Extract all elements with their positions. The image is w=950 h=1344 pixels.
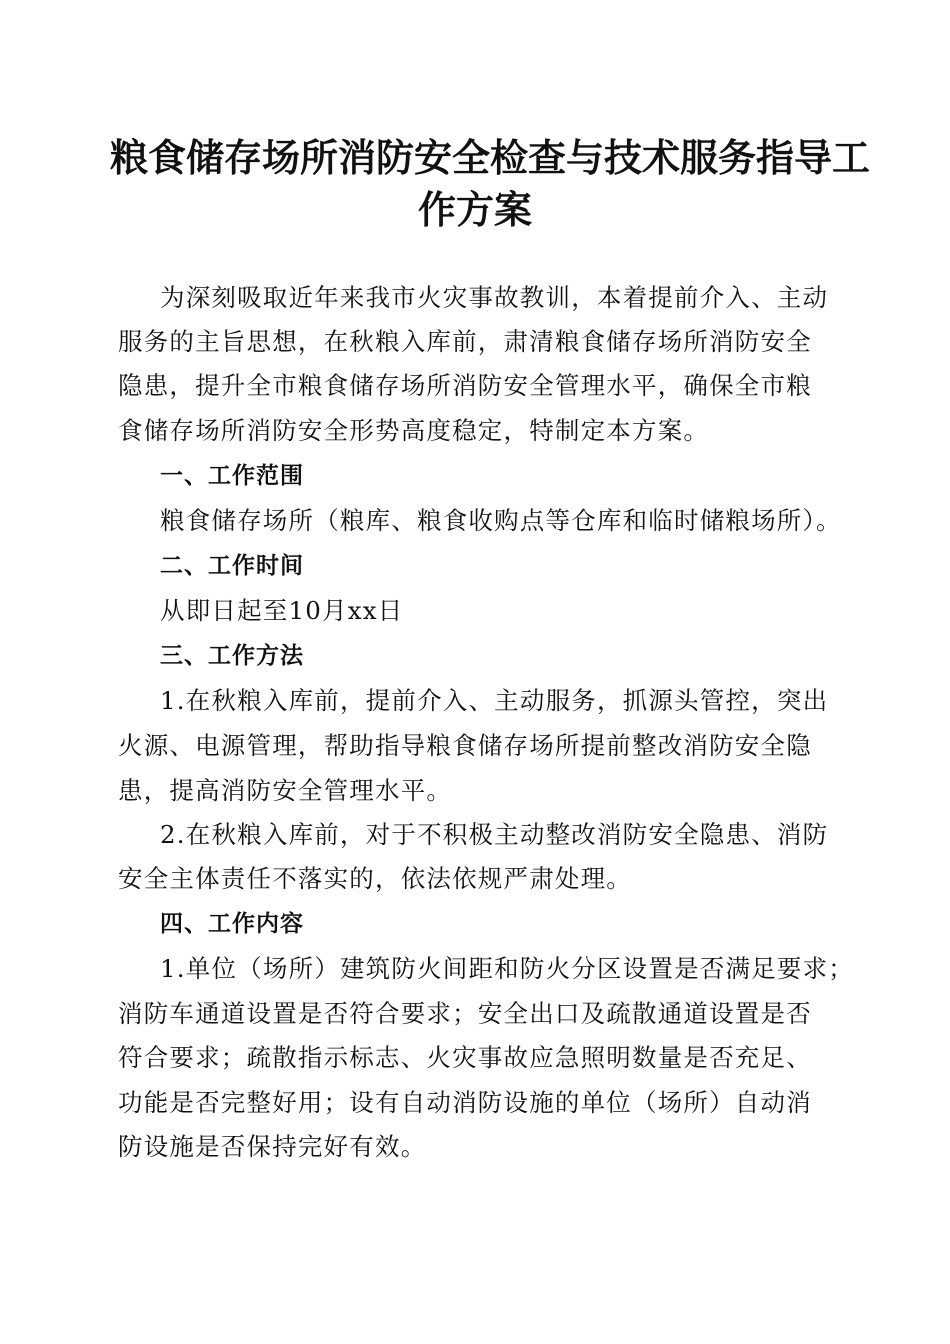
section-3-item-1-line-2: 火源、电源管理，帮助指导粮食储存场所提前整改消防安全隐 [118,731,812,760]
section-2-heading: 二、工作时间 [160,553,304,579]
section-4-item-1-line-5: 防设施是否保持完好有效。 [118,1132,427,1161]
section-4-item-1-line-3: 符合要求；疏散指示标志、火灾事故应急照明数量是否充足、 [118,1043,812,1072]
section-3-item-1-line-1: 1.在秋粮入库前，提前介入、主动服务，抓源头管控，突出 [160,686,829,715]
document-title [110,132,871,236]
section-3-item-1-line-3: 患，提高消防安全管理水平。 [118,776,453,805]
intro-line-3: 隐患，提升全市粮食储存场所消防安全管理水平，确保全市粮 [118,371,812,400]
section-3-item-2-line-2: 安全主体责任不落实的，依法依规严肃处理。 [118,864,632,893]
section-4-heading: 四、工作内容 [160,911,304,937]
intro-line-1: 为深刻吸取近年来我市火灾事故教训，本着提前介入、主动 [160,283,829,312]
section-4-item-1-line-2: 消防车通道设置是否符合要求；安全出口及疏散通道设置是否 [118,999,812,1028]
section-1-text: 粮食储存场所（粮库、粮食收购点等仓库和临时储粮场所）。 [160,506,842,535]
section-2-text: 从即日起至10月xx日 [160,596,404,625]
intro-line-4: 食储存场所消防安全形势高度稳定，特制定本方案。 [118,416,710,445]
section-3-item-2-line-1: 2.在秋粮入库前，对于不积极主动整改消防安全隐患、消防 [160,820,829,849]
section-4-item-1-line-4: 功能是否完整好用；设有自动消防设施的单位（场所）自动消 [118,1088,812,1117]
section-1-heading: 一、工作范围 [160,463,304,489]
title-line-2: 作方案 [417,188,532,232]
title-line-1: 粮食储存场所消防安全检查与技术服务指导工 [110,136,871,180]
section-4-item-1-line-1: 1.单位（场所）建筑防火间距和防火分区设置是否满足要求； [160,954,854,983]
intro-line-2: 服务的主旨思想，在秋粮入库前，肃清粮食储存场所消防安全 [118,327,812,356]
section-3-heading: 三、工作方法 [160,643,304,669]
